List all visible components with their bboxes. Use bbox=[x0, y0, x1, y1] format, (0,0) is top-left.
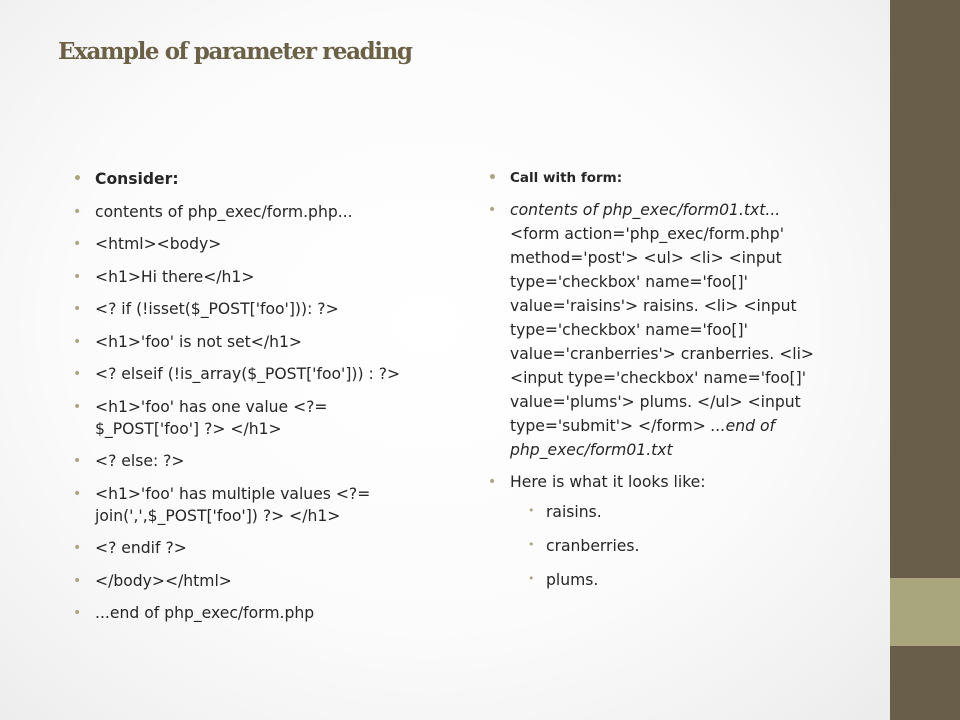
list-item: • <h1>'foo' has one value <?= $_POST['foo'] ?> </h1> bbox=[73, 396, 408, 440]
list-item: • <h1>'foo' is not set</h1> bbox=[73, 331, 408, 353]
left-bullet-list bbox=[73, 168, 408, 635]
form-code: <form action='php_exec/form.php' method='post'> <ul> <li> <input type='checkbox' name='foo[]' value='raisins'> raisins. <li> <input type='checkbox' name='foo[]' value='cranberries'> cranberries. <li> <input type='checkbox' name='foo[]' value='plums'> plums. </ul> <input type='submit'> </form> bbox=[510, 225, 814, 435]
list-item: • <? elseif (!is_array($_POST['foo'])) : ?> bbox=[73, 363, 408, 385]
slide-title: Example of parameter reading bbox=[58, 38, 412, 65]
list-item: • Consider: bbox=[73, 168, 408, 190]
list-item: • <h1>Hi there</h1> bbox=[73, 266, 408, 288]
form-contents-end: ...end of php_exec/form01.txt bbox=[510, 417, 775, 459]
list-item: • ...end of php_exec/form.php bbox=[73, 602, 408, 624]
sub-list-item: • raisins. bbox=[510, 500, 818, 524]
list-item: • <html><body> bbox=[73, 233, 408, 255]
list-item: • <? endif ?> bbox=[73, 537, 408, 559]
side-band-accent bbox=[890, 578, 960, 646]
sub-list-item: • plums. bbox=[510, 568, 818, 592]
list-item: • </body></html> bbox=[73, 570, 408, 592]
looks-like-item bbox=[488, 470, 818, 592]
sub-list-item: • cranberries. bbox=[510, 534, 818, 558]
right-bullet-list bbox=[488, 166, 818, 602]
list-item: • <? if (!isset($_POST['foo'])): ?> bbox=[73, 298, 408, 320]
form-contents-item bbox=[488, 198, 818, 462]
call-with-form-label: • Call with form: bbox=[488, 166, 818, 190]
list-item: • contents of php_exec/form.php... bbox=[73, 201, 408, 223]
form-contents-intro: contents of php_exec/form01.txt... bbox=[510, 201, 781, 219]
list-item: • <h1>'foo' has multiple values <?= join(',',$_POST['foo']) ?> </h1> bbox=[73, 483, 408, 527]
checkbox-preview-list bbox=[510, 500, 818, 592]
list-item: • <? else: ?> bbox=[73, 450, 408, 472]
looks-like-label: Here is what it looks like: bbox=[510, 473, 706, 491]
